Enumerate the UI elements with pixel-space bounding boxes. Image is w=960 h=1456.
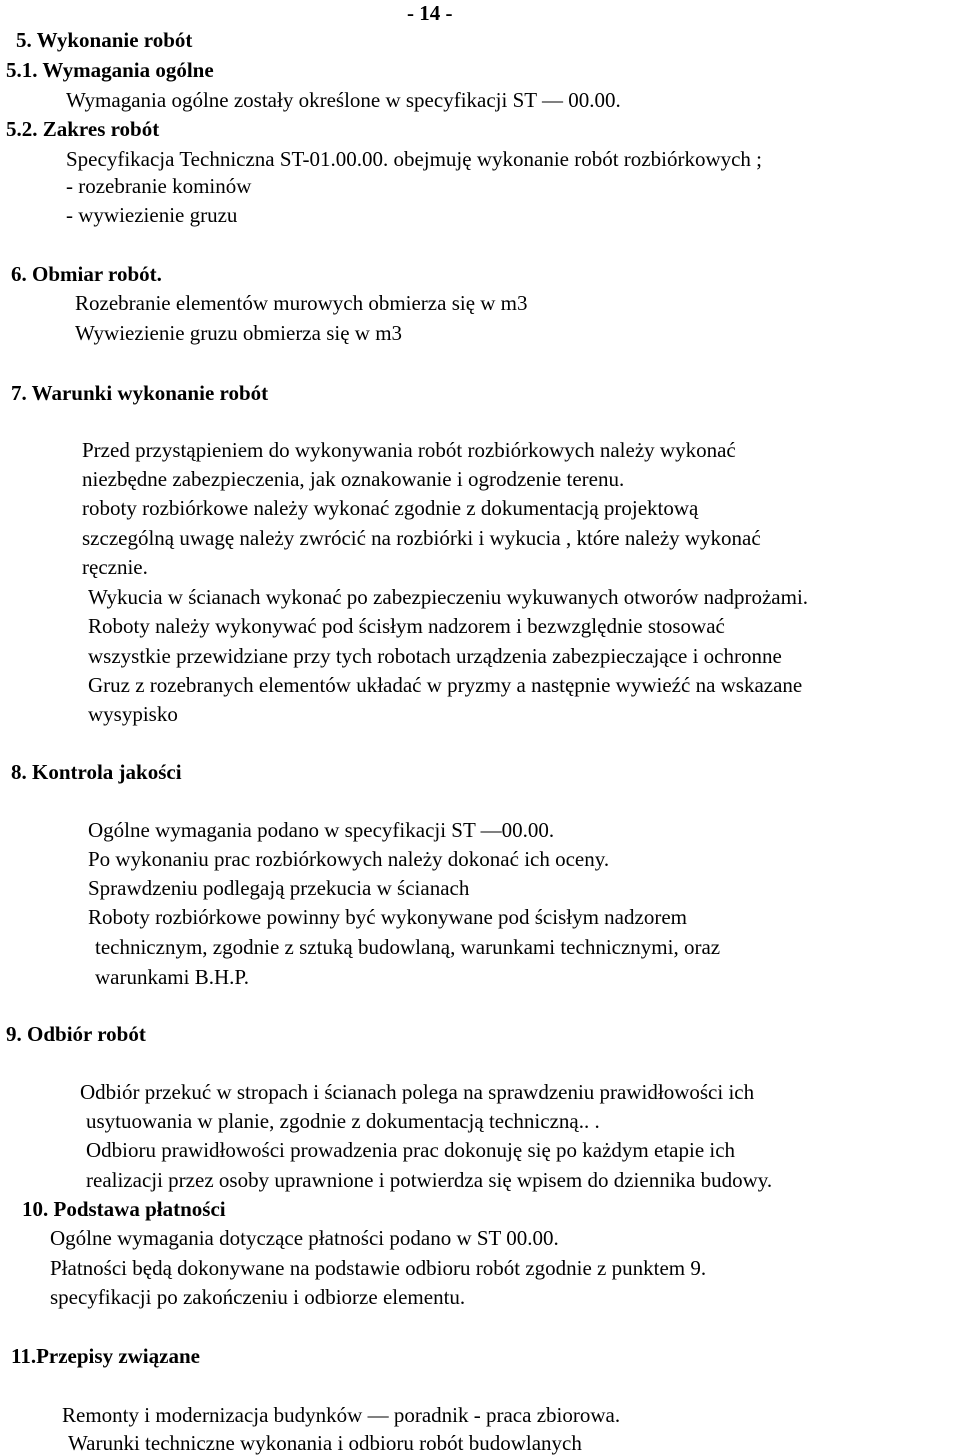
section-11-line: Warunki techniczne wykonania i odbioru robót budowlanych xyxy=(68,1431,582,1455)
section-7-line: Przed przystąpieniem do wykonywania robót rozbiórkowych należy wykonać xyxy=(82,438,736,462)
section-7-line: szczególną uwagę należy zwrócić na rozbiórki i wykucia , które należy wykonać xyxy=(82,526,761,550)
section-8-heading: 8. Kontrola jakości xyxy=(11,760,182,784)
section-8-line: warunkami B.H.P. xyxy=(95,965,249,989)
section-11-line: Remonty i modernizacja budynków — poradnik - praca zbiorowa. xyxy=(62,1403,621,1427)
section-5-2-line: - wywiezienie gruzu xyxy=(66,203,238,227)
section-5-1-heading: 5.1. Wymagania ogólne xyxy=(6,58,214,82)
section-9-line: Odbiór przekuć w stropach i ścianach polega na sprawdzeniu prawidłowości ich xyxy=(80,1080,755,1104)
section-7-line: Wykucia w ścianach wykonać po zabezpieczeniu wykuwanych otworów nadprożami. xyxy=(88,585,809,609)
section-5-2-heading: 5.2. Zakres robót xyxy=(6,117,160,141)
section-9-line: usytuowania w planie, zgodnie z dokumentacją techniczną.. . xyxy=(86,1109,600,1133)
section-9-line: realizacji przez osoby uprawnione i potwierdza się wpisem do dziennika budowy. xyxy=(86,1168,773,1192)
section-5-heading: 5. Wykonanie robót xyxy=(16,28,193,52)
section-5-2-line: - rozebranie kominów xyxy=(66,174,252,198)
section-7-line: wysypisko xyxy=(88,702,178,726)
section-5-1-text: Wymagania ogólne zostały określone w specyfikacji ST — 00.00. xyxy=(66,88,621,112)
section-7-line: niezbędne zabezpieczenia, jak oznakowanie i ogrodzenie terenu. xyxy=(82,467,625,491)
section-10-line: Ogólne wymagania dotyczące płatności podano w ST 00.00. xyxy=(50,1226,559,1250)
section-10-line: Płatności będą dokonywane na podstawie odbioru robót zgodnie z punktem 9. xyxy=(50,1256,707,1280)
section-10-heading: 10. Podstawa płatności xyxy=(22,1197,226,1221)
section-7-line: roboty rozbiórkowe należy wykonać zgodnie z dokumentacją projektową xyxy=(82,496,699,520)
page-number: - 14 - xyxy=(407,1,453,25)
section-6-line: Rozebranie elementów murowych obmierza się w m3 xyxy=(75,291,528,315)
section-9-heading: 9. Odbiór robót xyxy=(6,1022,146,1046)
section-9-line: Odbioru prawidłowości prowadzenia prac dokonuję się po każdym etapie ich xyxy=(86,1138,736,1162)
section-6-heading: 6. Obmiar robót. xyxy=(11,262,162,286)
section-7-line: Gruz z rozebranych elementów układać w pryzmy a następnie wywieźć na wskazane xyxy=(88,673,803,697)
section-7-line: ręcznie. xyxy=(82,555,148,579)
section-7-heading: 7. Warunki wykonanie robót xyxy=(11,381,269,405)
section-8-line: Sprawdzeniu podlegają przekucia w ścianach xyxy=(88,876,470,900)
section-6-line: Wywiezienie gruzu obmierza się w m3 xyxy=(75,321,403,345)
section-7-line: Roboty należy wykonywać pod ścisłym nadzorem i bezwzględnie stosować xyxy=(88,614,725,638)
section-8-line: Roboty rozbiórkowe powinny być wykonywane pod ścisłym nadzorem xyxy=(88,905,687,929)
section-5-2-line: Specyfikacja Techniczna ST-01.00.00. obejmuję wykonanie robót rozbiórkowych ; xyxy=(66,147,763,171)
section-7-line: wszystkie przewidziane przy tych robotach urządzenia zabezpieczające i ochronne xyxy=(88,644,782,668)
section-8-line: Ogólne wymagania podano w specyfikacji ST —00.00. xyxy=(88,818,555,842)
section-8-line: Po wykonaniu prac rozbiórkowych należy dokonać ich oceny. xyxy=(88,847,610,871)
section-8-line: technicznym, zgodnie z sztuką budowlaną, warunkami technicznymi, oraz xyxy=(95,935,721,959)
section-11-heading: 11.Przepisy związane xyxy=(11,1344,200,1368)
section-10-line: specyfikacji po zakończeniu i odbiorze elementu. xyxy=(50,1285,466,1309)
